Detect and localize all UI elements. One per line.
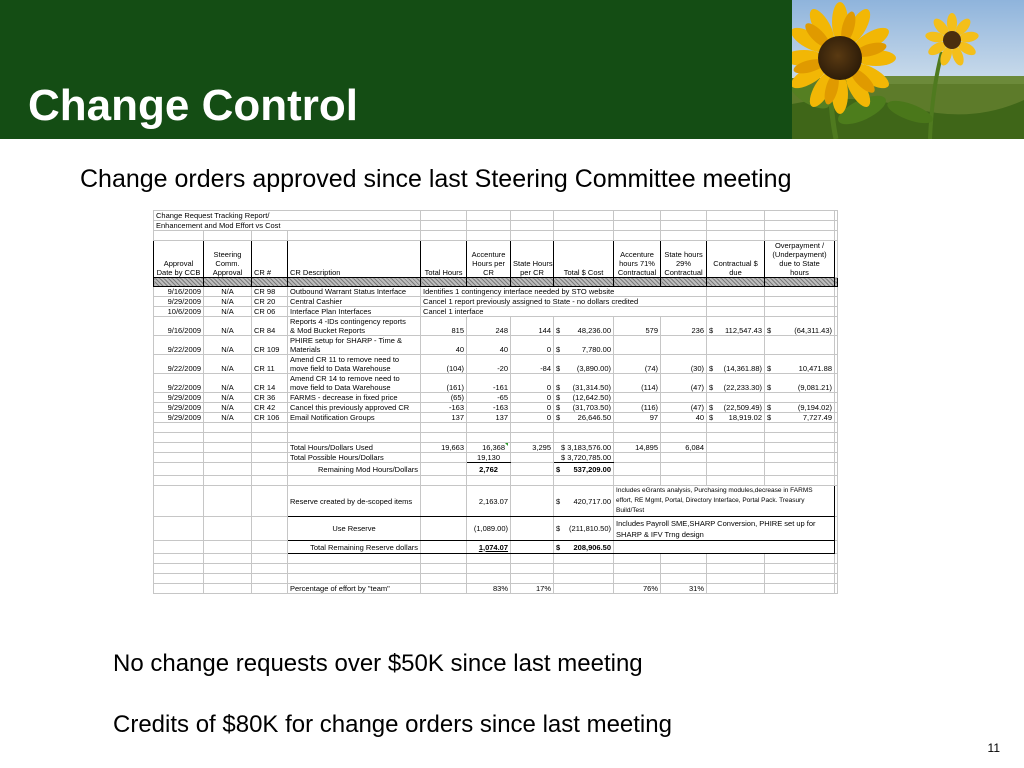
cell-approval: N/A (204, 317, 252, 336)
table-row (154, 403, 838, 413)
header-row (154, 241, 838, 278)
header-state-hours: State Hours per CR (511, 241, 554, 278)
cell-state-contractual: 236 (661, 317, 707, 336)
cell-date: 9/29/2009 (154, 297, 204, 307)
reserve-descoped-note: Includes eGrants analysis, Purchasing modules,decrease in FARMS effort, RE Mgmt, Portal, Directory Interface, Portal Pack. Treasury Build/Test (614, 486, 835, 517)
cell-overpayment: $ 10,471.88 (765, 355, 835, 374)
cell-approval: N/A (204, 393, 252, 403)
cell-accenture-hours: 248 (467, 317, 511, 336)
cell-cr-number: CR 84 (252, 317, 288, 336)
cell-approval: N/A (204, 413, 252, 423)
blank-row (154, 476, 838, 486)
use-reserve-cost: $ (211,810.50) (554, 517, 614, 541)
cell-contractual-due: $ 112,547.43 (707, 317, 765, 336)
header-accenture-hours: Accenture Hours per CR (467, 241, 511, 278)
cell-total-cost: $ (31,314.50) (554, 374, 614, 393)
total-possible-label: Total Possible Hours/Dollars (288, 453, 421, 463)
cell-state-contractual: (47) (661, 403, 707, 413)
cell-description: Cancel this previously approved CR (288, 403, 421, 413)
header-total-cost: Total $ Cost (554, 241, 614, 278)
comment-marker-icon (505, 443, 508, 446)
cell-state-hours: -84 (511, 355, 554, 374)
report-title-row (154, 221, 838, 231)
cell-date: 9/22/2009 (154, 374, 204, 393)
reserve-descoped-hours: 2,163.07 (467, 486, 511, 517)
reserve-row (154, 541, 838, 554)
cell-total-hours: (65) (421, 393, 467, 403)
table-row (154, 374, 838, 393)
slide-title: Change Control (28, 81, 358, 130)
cell-accenture-contractual: (116) (614, 403, 661, 413)
total-used-hours: 19,663 (421, 443, 467, 453)
totals-row (154, 443, 838, 453)
header-cr-number: CR # (252, 241, 288, 278)
header-total-hours: Total Hours (421, 241, 467, 278)
cell-description: Amend CR 14 to remove need to move field to Data Warehouse (288, 374, 421, 393)
cell-total-cost: $ (12,642.50) (554, 393, 614, 403)
cell-state-hours: 0 (511, 413, 554, 423)
cell-total-cost: $ (31,703.50) (554, 403, 614, 413)
cell-state-hours: 0 (511, 403, 554, 413)
change-request-table (153, 210, 838, 594)
total-used-state-contractual: 6,084 (661, 443, 707, 453)
percentage-accenture: 83% (467, 584, 511, 594)
cell-note: Identifies 1 contingency interface needed by STO website (421, 287, 707, 297)
cell-description: Amend CR 11 to remove need to move field to Data Warehouse (288, 355, 421, 374)
cell-date: 9/22/2009 (154, 355, 204, 374)
cell-date: 9/29/2009 (154, 403, 204, 413)
cell-date: 9/16/2009 (154, 317, 204, 336)
cell-total-hours: (161) (421, 374, 467, 393)
cell-accenture-hours: 137 (467, 413, 511, 423)
cell-accenture-contractual: (74) (614, 355, 661, 374)
cell-accenture-contractual: 579 (614, 317, 661, 336)
cell-approval: N/A (204, 403, 252, 413)
cell-accenture-hours: -161 (467, 374, 511, 393)
cell-cr-number: CR 06 (252, 307, 288, 317)
slide-subtitle: Change orders approved since last Steering Committee meeting (80, 165, 792, 193)
cell-contractual-due: $ (22,509.49) (707, 403, 765, 413)
blank-row (154, 564, 838, 574)
cell-state-contractual: 40 (661, 413, 707, 423)
use-reserve-label: Use Reserve (288, 517, 421, 541)
cell-accenture-hours: -20 (467, 355, 511, 374)
cell-accenture-contractual: (114) (614, 374, 661, 393)
cell-cr-number: CR 20 (252, 297, 288, 307)
cell-cr-number: CR 109 (252, 336, 288, 355)
sunflowers-photo (792, 0, 1024, 139)
table-row (154, 413, 838, 423)
table-row (154, 336, 838, 355)
cell-overpayment: $ 7,727.49 (765, 413, 835, 423)
percentage-state: 17% (511, 584, 554, 594)
cell-accenture-hours: -163 (467, 403, 511, 413)
cell-state-hours: 144 (511, 317, 554, 336)
cell-total-hours: 815 (421, 317, 467, 336)
cell-note: Cancel 1 report previously assigned to State - no dollars credited (421, 297, 707, 307)
total-used-cost: $ 3,183,576.00 (554, 443, 614, 453)
cell-description: PHIRE setup for SHARP - Time & Materials (288, 336, 421, 355)
cell-cr-number: CR 14 (252, 374, 288, 393)
cell-cr-number: CR 42 (252, 403, 288, 413)
bullet-no-large-change-requests: No change requests over $50K since last meeting (113, 650, 643, 677)
header-approval-date: Approval Date by CCB (154, 241, 204, 278)
total-used-accenture-contractual: 14,895 (614, 443, 661, 453)
remaining-reserve-hours: 1,074.07 (467, 541, 511, 554)
percentage-state-contractual: 31% (661, 584, 707, 594)
table-row (154, 393, 838, 403)
cell-accenture-hours: 40 (467, 336, 511, 355)
remaining-reserve-cost: $ 208,906.50 (554, 541, 614, 554)
blank-row (154, 574, 838, 584)
cell-date: 10/6/2009 (154, 307, 204, 317)
totals-row (154, 463, 838, 476)
cell-overpayment: $ (64,311.43) (765, 317, 835, 336)
reserve-descoped-label: Reserve created by de-scoped items (288, 486, 421, 517)
remaining-reserve-label: Total Remaining Reserve dollars (288, 541, 421, 554)
remaining-mod-label: Remaining Mod Hours/Dollars (288, 463, 421, 476)
cell-cr-number: CR 11 (252, 355, 288, 374)
cell-cr-number: CR 106 (252, 413, 288, 423)
sunflowers-image (792, 0, 1024, 139)
cell-description: Interface Plan Interfaces (288, 307, 421, 317)
cell-total-hours: 137 (421, 413, 467, 423)
cell-date: 9/22/2009 (154, 336, 204, 355)
cell-description: Central Cashier (288, 297, 421, 307)
cell-state-hours: 0 (511, 374, 554, 393)
cell-total-hours: (104) (421, 355, 467, 374)
use-reserve-note: Includes Payroll SME,SHARP Conversion, PHIRE set up for SHARP & IFV Trng design (614, 517, 835, 541)
table-row (154, 307, 838, 317)
cell-total-hours: 40 (421, 336, 467, 355)
cell-approval: N/A (204, 297, 252, 307)
total-used-state-hours: 3,295 (511, 443, 554, 453)
cell-overpayment: $ (9,081.21) (765, 374, 835, 393)
cell-description: Outbound Warrant Status Interface (288, 287, 421, 297)
table-row (154, 287, 838, 297)
blank-row (154, 554, 838, 564)
cell-total-cost: $ (3,890.00) (554, 355, 614, 374)
cell-approval: N/A (204, 355, 252, 374)
cell-approval: N/A (204, 374, 252, 393)
table-row (154, 297, 838, 307)
cell-total-cost: $ 26,646.50 (554, 413, 614, 423)
table-row (154, 317, 838, 336)
totals-row (154, 453, 838, 463)
cell-cr-number: CR 36 (252, 393, 288, 403)
report-title-row (154, 211, 838, 221)
header-state-contractual: State hours 29% Contractual (661, 241, 707, 278)
report-title-1: Change Request Tracking Report/ (154, 211, 421, 221)
total-possible-accenture-hours: 19,130 (467, 453, 511, 463)
header-overpayment: Overpayment / (Underpayment) due to State hours (765, 241, 835, 278)
cell-state-hours: 0 (511, 393, 554, 403)
cell-accenture-hours: -65 (467, 393, 511, 403)
percentage-accenture-contractual: 76% (614, 584, 661, 594)
cell-total-hours: -163 (421, 403, 467, 413)
blank-row (154, 423, 838, 433)
remaining-mod-hours: 2,762 (467, 463, 511, 476)
total-possible-cost: $ 3,720,785.00 (554, 453, 614, 463)
cell-note: Cancel 1 interface (421, 307, 707, 317)
reserve-descoped-cost: $ 420,717.00 (554, 486, 614, 517)
cell-approval: N/A (204, 287, 252, 297)
cell-date: 9/16/2009 (154, 287, 204, 297)
cell-state-hours: 0 (511, 336, 554, 355)
total-used-label: Total Hours/Dollars Used (288, 443, 421, 453)
total-used-accenture-hours: 16,368 (467, 443, 511, 453)
header-contractual-due: Contractual $ due (707, 241, 765, 278)
cell-state-contractual: (47) (661, 374, 707, 393)
cell-overpayment: $ (9,194.02) (765, 403, 835, 413)
remaining-mod-cost: $ 537,209.00 (554, 463, 614, 476)
cell-approval: N/A (204, 307, 252, 317)
blank-row (154, 433, 838, 443)
cell-date: 9/29/2009 (154, 393, 204, 403)
cell-description: FARMS - decrease in fixed price (288, 393, 421, 403)
cell-description: Reports 4 -IDs contingency reports & Mod Bucket Reports (288, 317, 421, 336)
cell-description: Email Notification Groups (288, 413, 421, 423)
report-title-2: Enhancement and Mod Effort vs Cost (154, 221, 421, 231)
cell-date: 9/29/2009 (154, 413, 204, 423)
cell-total-cost: $ 48,236.00 (554, 317, 614, 336)
bullet-credits: Credits of $80K for change orders since last meeting (113, 711, 672, 738)
cell-total-cost: $ 7,780.00 (554, 336, 614, 355)
separator-row (154, 278, 838, 287)
cell-accenture-contractual: 97 (614, 413, 661, 423)
cell-contractual-due: $ (22,233.30) (707, 374, 765, 393)
change-request-spreadsheet (153, 210, 837, 640)
table-row (154, 355, 838, 374)
reserve-row (154, 486, 838, 517)
page-number: 11 (987, 741, 1000, 755)
header-steering-approval: Steering Comm. Approval (204, 241, 252, 278)
use-reserve-hours: (1,089.00) (467, 517, 511, 541)
cell-contractual-due: $ 18,919.02 (707, 413, 765, 423)
header-accenture-contractual: Accenture hours 71% Contractual (614, 241, 661, 278)
percentage-row (154, 584, 838, 594)
cell-state-contractual: (30) (661, 355, 707, 374)
cell-contractual-due: $ (14,361.88) (707, 355, 765, 374)
cell-approval: N/A (204, 336, 252, 355)
percentage-label: Percentage of effort by "team" (288, 584, 421, 594)
cell-cr-number: CR 98 (252, 287, 288, 297)
reserve-row (154, 517, 838, 541)
header-cr-description: CR Description (288, 241, 421, 278)
blank-row (154, 231, 838, 241)
